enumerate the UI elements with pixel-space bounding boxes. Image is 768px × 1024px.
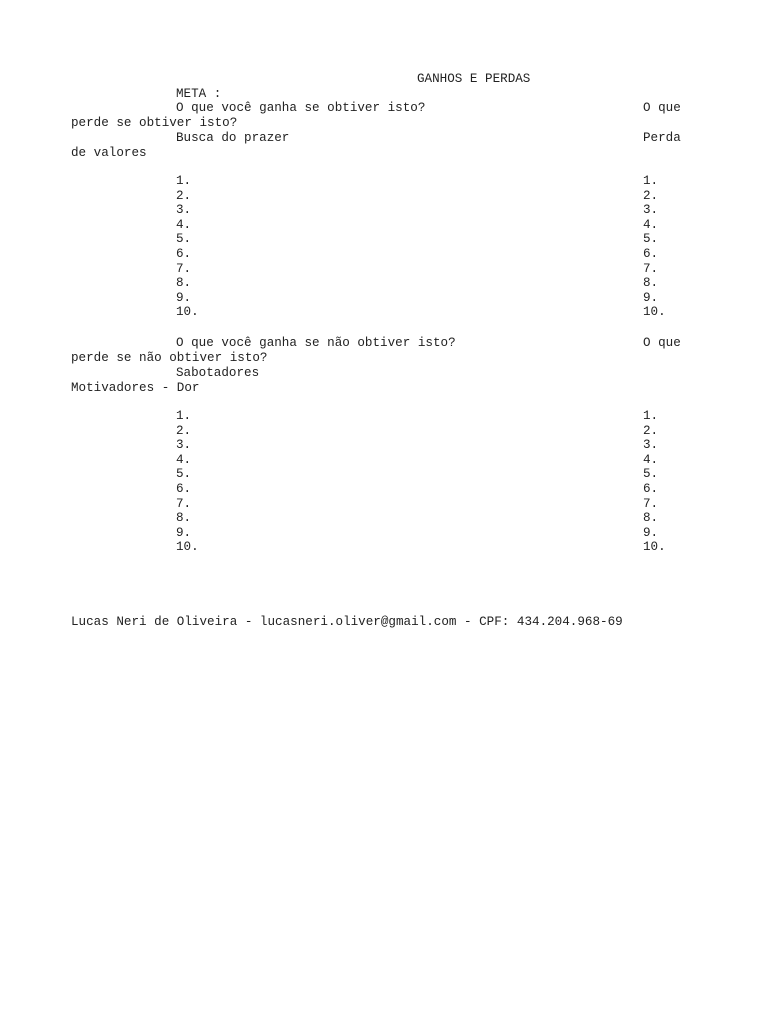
gain-if-obtained-question: O que você ganha se obtiver isto? [176,101,426,115]
list-item: 7. [176,496,192,511]
list-item: 4. [176,452,192,467]
list-item: 6. [176,246,192,261]
loss-if-obtained-question-end: perde se obtiver isto? [71,116,238,130]
document-title: GANHOS E PERDAS [417,72,531,86]
list-item: 3. [176,438,192,453]
saboteurs-heading: Sabotadores [176,366,260,380]
pleasure-seeking-heading: Busca do prazer [176,131,290,145]
list-item: 9. [643,525,659,540]
list-item: 9. [176,525,192,540]
list-item: 10. [643,540,666,555]
meta-label: META : [176,87,222,101]
list-item: 1. [176,174,192,188]
list-item: 9. [176,290,192,305]
list-item: 1. [643,174,659,188]
list-item: 2. [176,423,192,438]
section2-right-numbered-list [643,409,666,555]
list-item: 9. [643,290,659,305]
list-item: 6. [176,481,192,496]
loss-of-values-heading-end: de valores [71,146,147,160]
list-item: 4. [643,217,659,232]
loss-if-not-obtained-question-end: perde se não obtiver isto? [71,351,268,365]
section1-left-numbered-list [176,174,199,320]
list-item: 8. [643,276,659,291]
list-item: 1. [176,409,192,423]
list-item: 1. [643,409,659,423]
list-item: 10. [176,540,199,555]
list-item: 3. [643,203,659,218]
list-item: 10. [643,305,666,320]
gain-if-not-obtained-question: O que você ganha se não obtiver isto? [176,336,456,350]
list-item: 8. [176,511,192,526]
list-item: 5. [643,467,659,482]
list-item: 4. [643,452,659,467]
list-item: 7. [643,261,659,276]
list-item: 3. [643,438,659,453]
list-item: 7. [176,261,192,276]
motivators-pain-heading: Motivadores - Dor [71,381,200,395]
list-item: 5. [176,232,192,247]
list-item: 6. [643,246,659,261]
list-item: 2. [643,423,659,438]
list-item: 5. [176,467,192,482]
loss-of-values-heading-start: Perda [643,131,681,145]
list-item: 3. [176,203,192,218]
list-item: 2. [176,188,192,203]
list-item: 2. [643,188,659,203]
section1-right-numbered-list [643,174,666,320]
author-footer: Lucas Neri de Oliveira - lucasneri.oliver@gmail.com - CPF: 434.204.968-69 [71,615,623,629]
list-item: 7. [643,496,659,511]
loss-if-obtained-question-start: O que [643,101,681,115]
list-item: 8. [176,276,192,291]
list-item: 5. [643,232,659,247]
section2-left-numbered-list [176,409,199,555]
list-item: 6. [643,481,659,496]
loss-if-not-obtained-question-start: O que [643,336,681,350]
list-item: 10. [176,305,199,320]
list-item: 4. [176,217,192,232]
list-item: 8. [643,511,659,526]
